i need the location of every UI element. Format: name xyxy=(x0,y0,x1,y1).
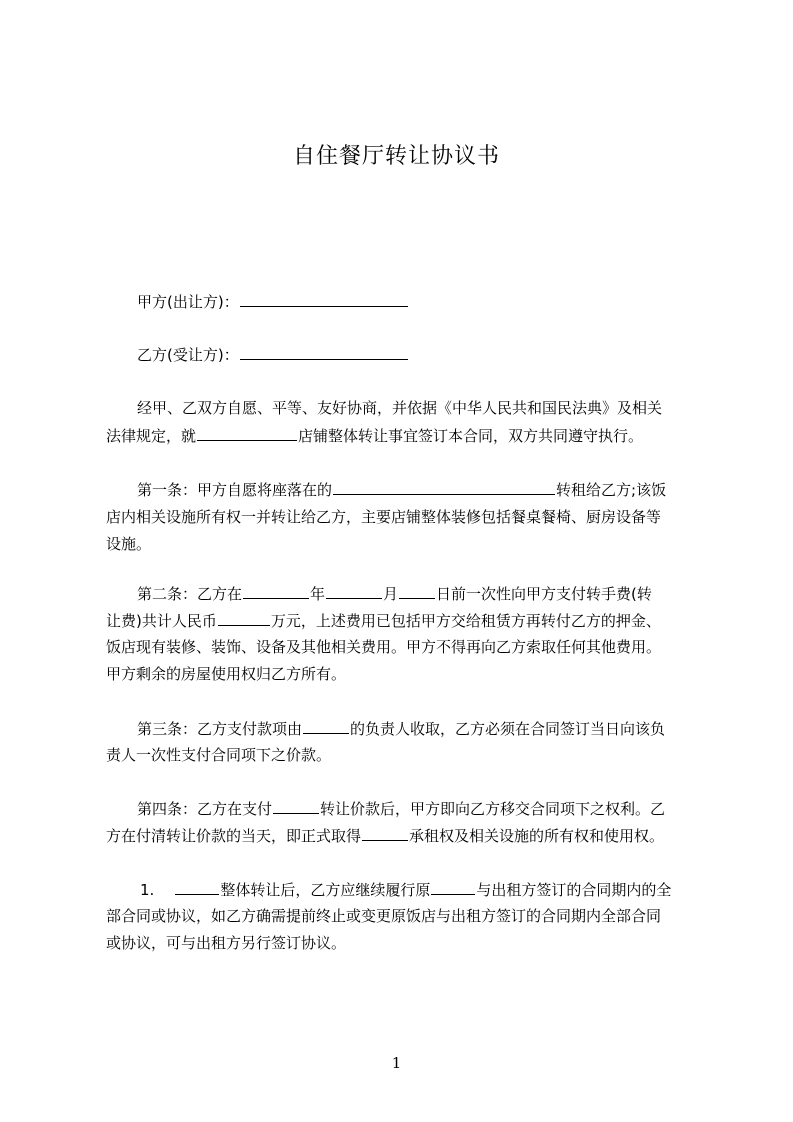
preamble-line-2: 法律规定，就 店铺整体转让事宜签订本合同，双方共同遵守执行。 xyxy=(106,424,643,447)
article-1-line-3: 设施。 xyxy=(106,535,152,553)
party-a-blank[interactable] xyxy=(240,290,408,307)
item-1-line-2: 部合同或协议，如乙方确需提前终止或变更原饭店与出租方签订的合同期内全部合同 xyxy=(106,907,662,925)
item-1-line-1: 1. 整体转让后，乙方应继续履行原 与出租方签订的合同期内的全 xyxy=(140,878,671,901)
party-b-line xyxy=(137,343,409,366)
party-b-label: 乙方(受让方)： xyxy=(137,346,239,364)
day-blank[interactable] xyxy=(399,582,435,599)
month-blank[interactable] xyxy=(326,582,382,599)
business-blank[interactable] xyxy=(175,878,219,895)
transfer-target-blank[interactable] xyxy=(273,797,319,814)
article-2-line-2: 让费)共计人民币 万元，上述费用已包括甲方交给租赁方再转付乙方的押金、 xyxy=(106,609,661,632)
page-number: 1 xyxy=(391,1054,402,1072)
document-title: 自住餐厅转让协议书 xyxy=(292,144,500,169)
article-1-line-1: 第一条：甲方自愿将座落在的 转租给乙方;该饭 xyxy=(137,478,666,501)
party-a-line xyxy=(137,290,409,313)
article-2-line-3: 饭店现有装修、装饰、设备及其他相关费用。甲方不得再向乙方索取任何其他费用。 xyxy=(106,638,662,656)
year-blank[interactable] xyxy=(243,582,309,599)
lease-target-blank[interactable] xyxy=(362,824,408,841)
store-name-blank[interactable] xyxy=(197,424,297,441)
article-3-line-2: 责人一次性支付合同项下之价款。 xyxy=(106,746,332,764)
article-4-line-1: 第四条：乙方在支付 转让价款后，甲方即向乙方移交合同项下之权利。乙 xyxy=(137,797,665,820)
article-1-line-2: 店内相关设施所有权一并转让给乙方，主要店铺整体装修包括餐桌餐椅、厨房设备等 xyxy=(106,508,662,526)
payee-blank[interactable] xyxy=(303,717,349,734)
amount-blank[interactable] xyxy=(218,609,270,626)
article-2-line-4: 甲方剩余的房屋使用权归乙方所有。 xyxy=(106,665,347,683)
party-a-label: 甲方(出让方)： xyxy=(137,293,239,311)
original-party-blank[interactable] xyxy=(431,878,475,895)
location-blank[interactable] xyxy=(333,478,555,495)
item-1-line-3: 或协议，可与出租方另行签订协议。 xyxy=(106,934,347,952)
preamble-line-1: 经甲、乙双方自愿、平等、友好协商，并依据《中华人民共和国民法典》及相关 xyxy=(137,399,663,417)
item-1-number: 1. xyxy=(140,881,155,899)
party-b-blank[interactable] xyxy=(240,343,408,360)
article-3-line-1: 第三条：乙方支付款项由 的负责人收取，乙方必须在合同签订当日向该负 xyxy=(137,717,665,740)
article-4-line-2: 方在付清转让价款的当天，即正式取得 承租权及相关设施的所有权和使用权。 xyxy=(106,824,664,847)
article-2-line-1: 第二条：乙方在 年 月 日前一次性向甲方支付转手费(转 xyxy=(137,582,652,605)
